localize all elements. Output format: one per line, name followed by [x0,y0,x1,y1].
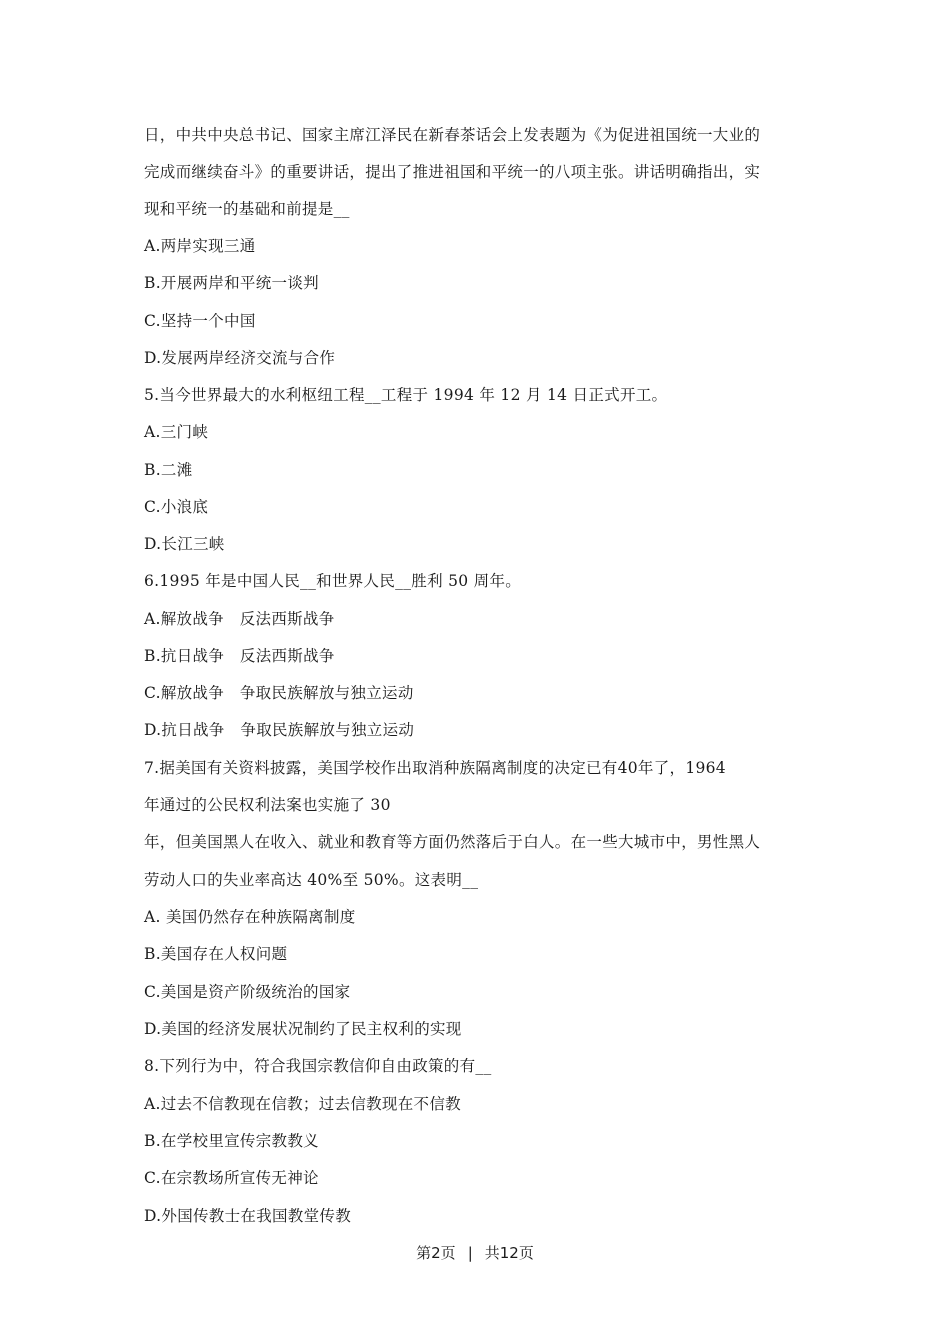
question-8: 8.下列行为中，符合我国宗教信仰自由政策的有__ [144,1057,492,1075]
option-a: A.两岸实现三通 [144,237,256,255]
option-c: C.坚持一个中国 [144,312,256,330]
option-b: B.开展两岸和平统一谈判 [144,274,319,292]
option-b: B.在学校里宣传宗教教义 [144,1132,319,1150]
page-separator: | [467,1244,473,1262]
text-line: 年，但美国黑人在收入、就业和教育等方面仍然落后于白人。在一些大城市中，男性黑人 [144,833,761,851]
option-a: A.三门峡 [144,423,209,441]
option-d: D.美国的经济发展状况制约了民主权利的实现 [144,1020,462,1038]
text-line: 完成而继续奋斗》的重要讲话，提出了推进祖国和平统一的八项主张。讲话明确指出，实 [144,163,761,181]
text-line: 年通过的公民权利法案也实施了 30 [144,796,391,814]
option-c: C.在宗教场所宣传无神论 [144,1169,319,1187]
question-7: 7.据美国有关资料披露，美国学校作出取消种族隔离制度的决定已有40年了，1964 [144,759,726,777]
option-d: D.抗日战争 争取民族解放与独立运动 [144,721,415,739]
option-b: B.二滩 [144,461,193,479]
option-a: A.过去不信教现在信教；过去信教现在不信教 [144,1095,461,1113]
page-current: 第2页 [416,1244,456,1262]
question-stem-line: 劳动人口的失业率高达 40%至 50%。这表明__ [144,871,479,889]
option-c: C.美国是资产阶级统治的国家 [144,983,351,1001]
question-stem-line: 现和平统一的基础和前提是__ [144,200,350,218]
question-5: 5.当今世界最大的水利枢纽工程__工程于 1994 年 12 月 14 日正式开工。 [144,386,668,404]
page-footer [0,1242,950,1264]
text-line: 日，中共中央总书记、国家主席江泽民在新春茶话会上发表题为《为促进祖国统一大业的 [144,126,761,144]
option-c: C.解放战争 争取民族解放与独立运动 [144,684,414,702]
page-total: 共12页 [484,1244,534,1262]
option-b: B.抗日战争 反法西斯战争 [144,647,335,665]
option-d: D.发展两岸经济交流与合作 [144,349,336,367]
question-6: 6.1995 年是中国人民__和世界人民__胜利 50 周年。 [144,572,522,590]
option-d: D.长江三峡 [144,535,225,553]
option-a: A. 美国仍然存在种族隔离制度 [144,908,356,926]
option-d: D.外国传教士在我国教堂传教 [144,1207,352,1225]
option-c: C.小浪底 [144,498,209,516]
option-b: B.美国存在人权问题 [144,945,288,963]
option-a: A.解放战争 反法西斯战争 [144,610,335,628]
